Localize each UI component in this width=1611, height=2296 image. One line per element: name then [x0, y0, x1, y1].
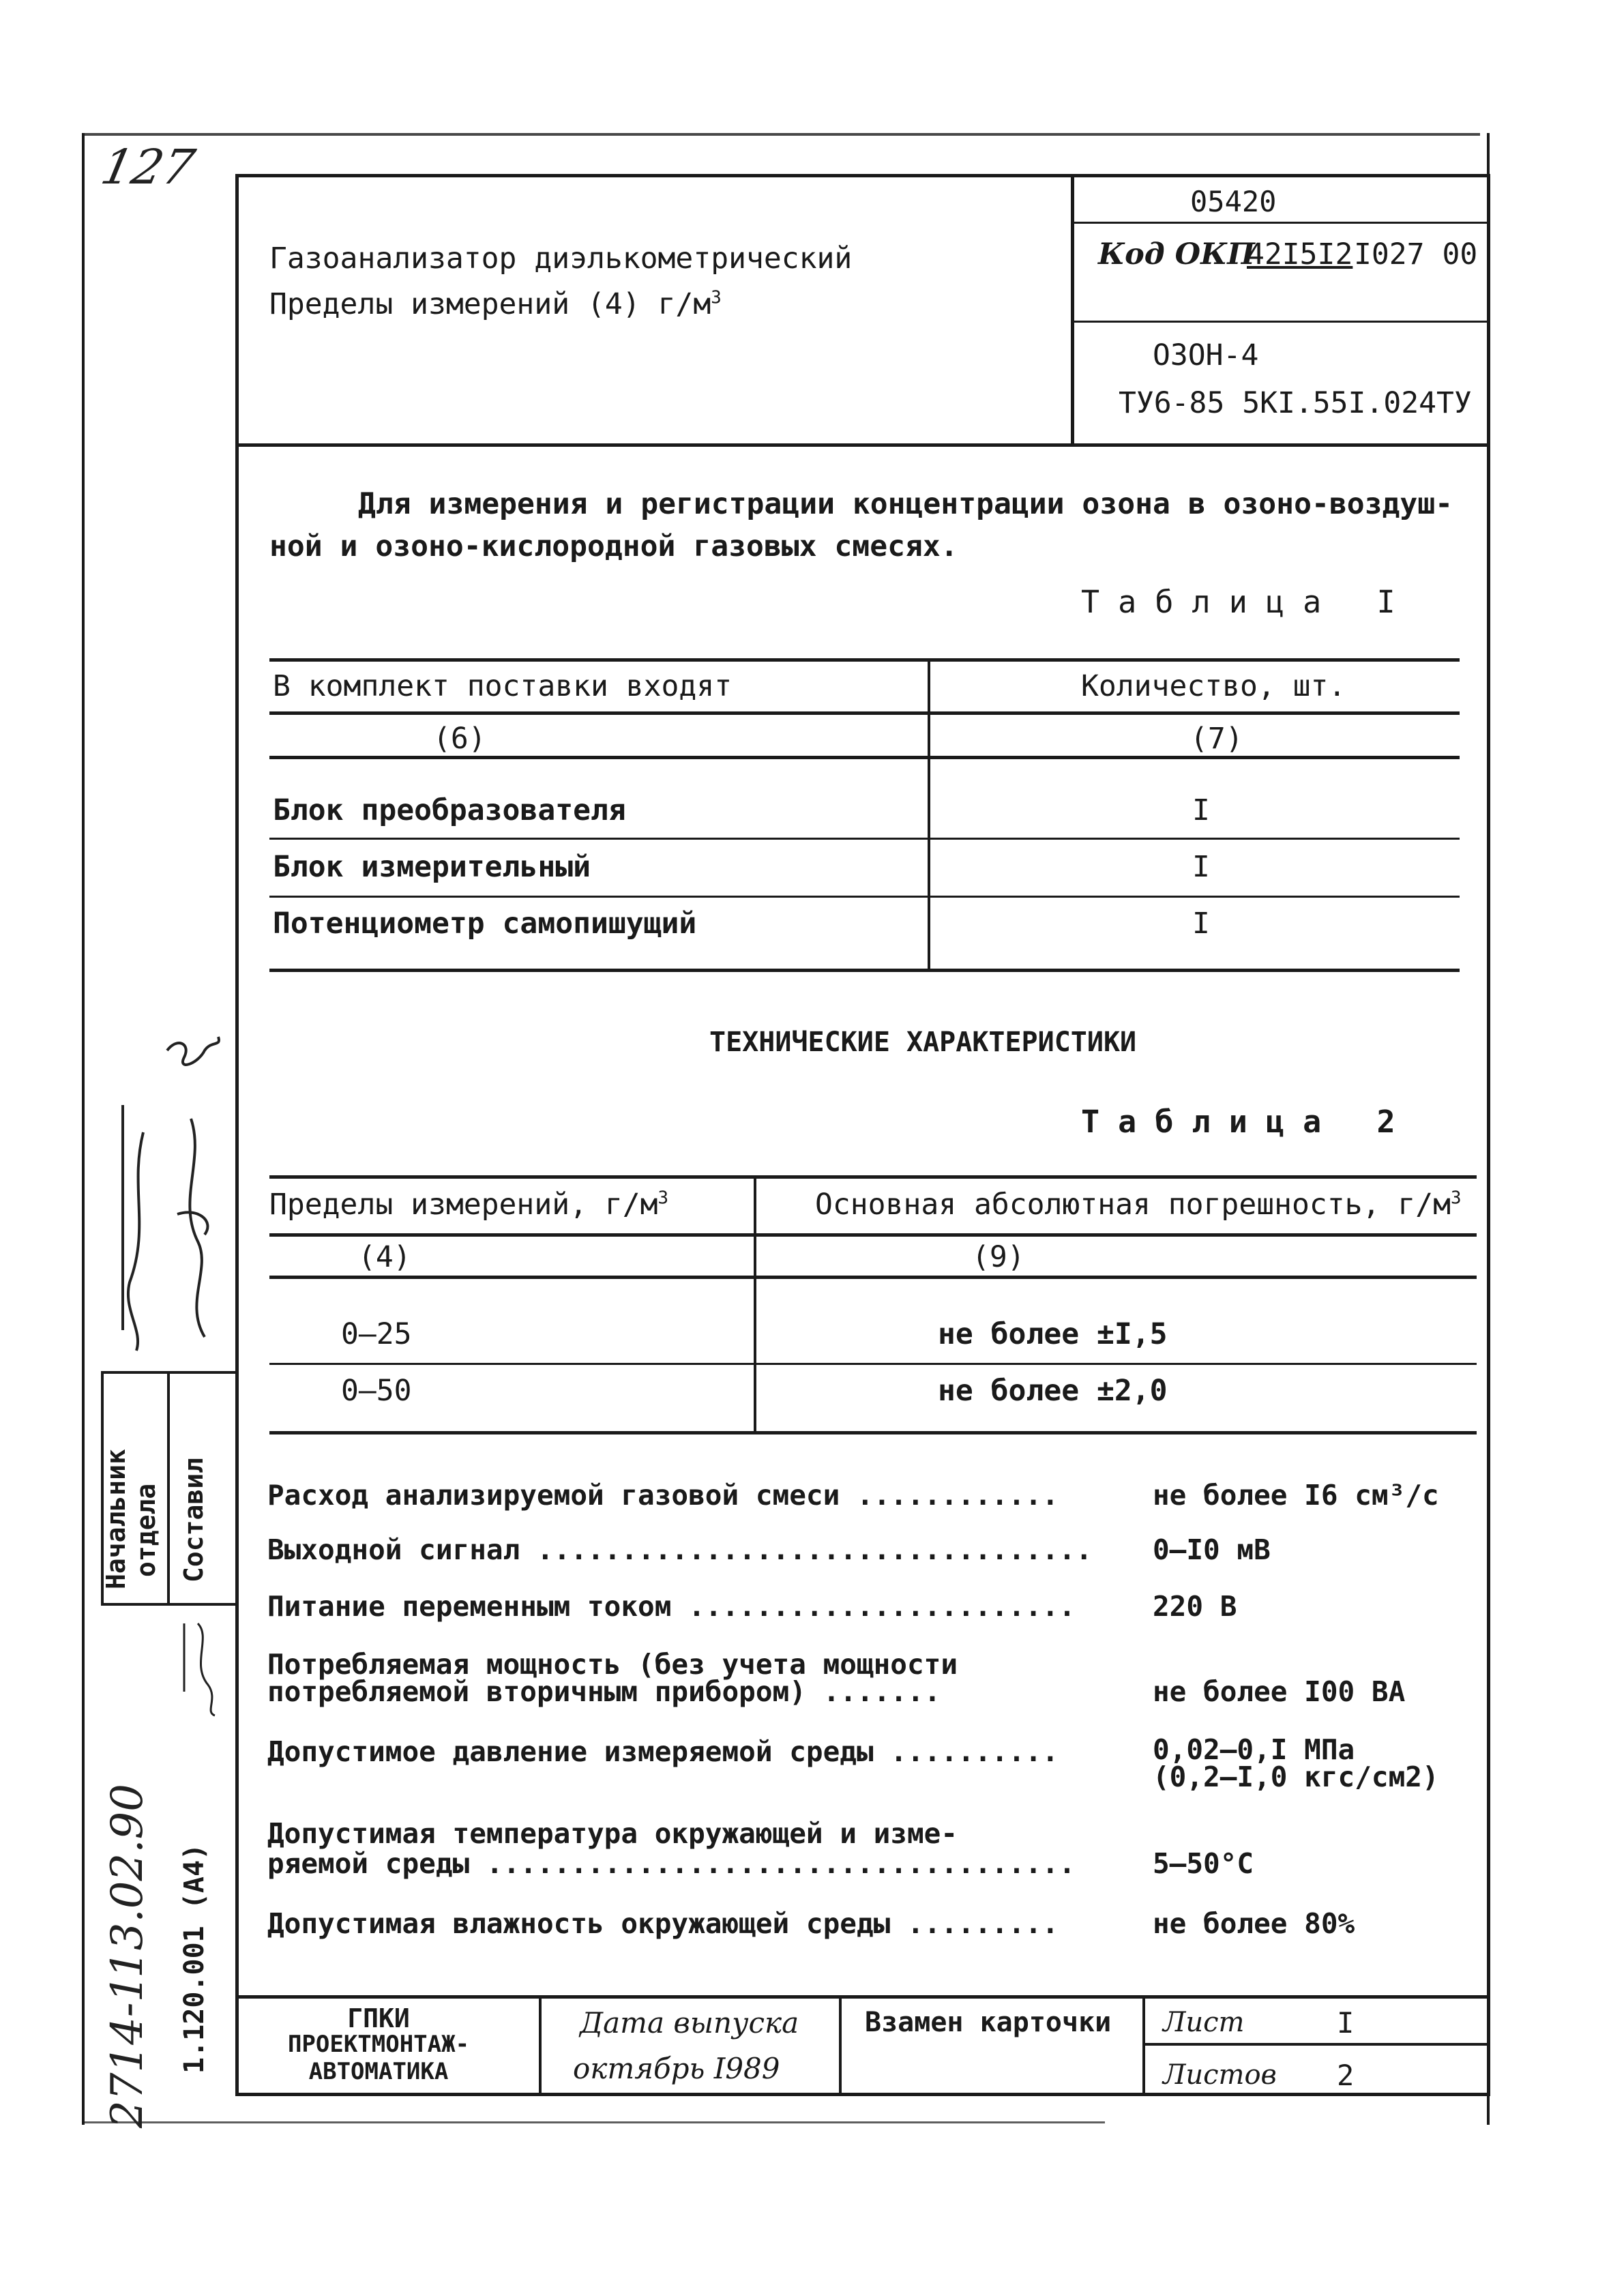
- spec-temp-label1: Допустимая температура окружающей и изме-: [267, 1817, 958, 1850]
- table2-row2-range: 0–50: [341, 1374, 412, 1408]
- table2-col2-num: (9): [972, 1240, 1025, 1274]
- side-head-label-line2: отдела: [131, 1483, 161, 1577]
- bottom-border-line: [82, 2121, 1105, 2123]
- footer-sheet-sep: [1142, 2043, 1490, 2046]
- table1-col2-header: Количество, шт.: [1081, 669, 1346, 703]
- side-head-label-line1: Начальник: [101, 1449, 131, 1589]
- side-bottom-line: [101, 1603, 237, 1606]
- footer-top-line: [235, 1995, 1490, 1999]
- table1-header-line: [269, 711, 1460, 715]
- purpose-line2: ной и озоно-кислородной газовых смесях.: [269, 529, 958, 563]
- header-divider: [1071, 174, 1074, 447]
- spec-number: ТУ6-85 5КI.55I.024ТУ: [1119, 386, 1472, 420]
- footer-div1: [539, 1995, 542, 2094]
- table1-col-divider: [928, 658, 930, 969]
- side-format: 1.120.001 (А4): [179, 1843, 210, 2074]
- footer-date-label: Дата выпуска: [580, 2006, 799, 2040]
- spec-flow-label: Расход анализируемой газовой смеси ............: [267, 1479, 1059, 1512]
- spec-output-label: Выходной сигнал .................................: [267, 1533, 1093, 1566]
- spec-temp-value: 5–50°С: [1153, 1847, 1254, 1880]
- okp-label: Код ОКП: [1098, 237, 1255, 271]
- product-name-line1: Газоанализатор диэлькометрический: [269, 241, 853, 276]
- purpose-line1: Для измерения и регистрации концентрации озона в озоно-воздуш-: [358, 487, 1453, 521]
- footer-org-line2: ПРОЕКТМОНТАЖ-: [287, 2031, 470, 2058]
- table1-row2-item: Блок измерительный: [273, 850, 591, 884]
- table2-row1-range: 0–25: [341, 1317, 412, 1351]
- footer-org-line1: ГПКИ: [347, 2003, 410, 2033]
- table2-col1-header: Пределы измерений, $г/м^3$: [269, 1188, 669, 1222]
- spec-pressure-value1: 0,02–0,I МПа: [1153, 1733, 1355, 1766]
- header-right-sep2: [1071, 321, 1487, 323]
- table1-row1-qty: I: [1192, 793, 1210, 827]
- table2-col-divider: [754, 1175, 756, 1431]
- spec-consumption-value: не более I00 ВА: [1153, 1675, 1406, 1708]
- table1-row1-line: [269, 838, 1460, 840]
- spec-temp-label2: ряемой среды ...................................: [267, 1847, 1076, 1880]
- table1-row3-item: Потенциометр самопишущий: [273, 907, 697, 941]
- spec-humidity-label: Допустимая влажность окружающей среды .........: [267, 1907, 1059, 1940]
- model-name: ОЗОН-4: [1153, 338, 1259, 372]
- table2-row2-error: не более ±2,0: [938, 1374, 1168, 1408]
- table2-header-line: [269, 1233, 1477, 1237]
- side-inventory: 2714-1: [102, 1974, 153, 2128]
- main-frame-top: [235, 174, 1490, 177]
- table2-row1-error: не более ±I,5: [938, 1317, 1168, 1351]
- footer-replace-label: Взамен карточки: [865, 2007, 1112, 2038]
- table2-caption: Т а б л и ц а 2: [1081, 1104, 1395, 1140]
- header-bottom: [235, 443, 1490, 447]
- left-border-line: [82, 133, 85, 2125]
- table1-num-line: [269, 756, 1460, 759]
- okp-code-tail: I027 00: [1354, 237, 1478, 271]
- spec-consumption-label2: потребляемой вторичным прибором) .......: [267, 1675, 941, 1708]
- header-right-sep1: [1071, 222, 1487, 224]
- footer-sheets-label: Листов: [1163, 2059, 1277, 2091]
- table2-row1-line: [269, 1363, 1477, 1365]
- table2-top-line: [269, 1175, 1477, 1179]
- footer-sheets-value: 2: [1337, 2059, 1355, 2092]
- side-date-handwritten: 13.02.90: [102, 1784, 153, 1978]
- footer-sheet-label: Лист: [1163, 2007, 1245, 2038]
- table2-bottom-line: [269, 1431, 1477, 1434]
- main-frame-right: [1487, 174, 1490, 2094]
- table1-row1-item: Блок преобразователя: [273, 793, 626, 827]
- spec-consumption-label1: Потребляемая мощность (без учета мощности: [267, 1648, 958, 1681]
- page-number: 127: [96, 139, 200, 195]
- code-number: 05420: [1190, 185, 1277, 218]
- okp-code-main: 42I5I2: [1247, 237, 1353, 271]
- side-col-line2: [167, 1371, 170, 1603]
- table2-num-line: [269, 1276, 1477, 1279]
- signature-head: [102, 1010, 239, 1378]
- table1-col1-num: (6): [433, 722, 486, 756]
- table1-top-line: [269, 658, 1460, 662]
- product-name-line2: Пределы измерений (4) $г/м^3$: [269, 287, 722, 321]
- top-border-line: [82, 133, 1480, 136]
- table1-row3-qty: I: [1192, 907, 1210, 941]
- table1-col1-header: В комплект поставки входят: [273, 669, 733, 703]
- spec-pressure-value2: (0,2–I,0 кгс/см2): [1153, 1761, 1439, 1793]
- spec-power-label: Питание переменным током .......................: [267, 1590, 1076, 1623]
- table1-row2-qty: I: [1192, 850, 1210, 884]
- table1-bottom-line: [269, 969, 1460, 972]
- spec-output-value: 0–I0 мВ: [1153, 1533, 1271, 1566]
- footer-sheet-value: I: [1337, 2006, 1355, 2040]
- table1-row2-line: [269, 896, 1460, 898]
- signature-date: [177, 1610, 239, 1719]
- spec-humidity-value: не более 80%: [1153, 1907, 1355, 1940]
- table2-col1-num: (4): [358, 1240, 411, 1274]
- spec-pressure-label: Допустимое давление измеряемой среды ..........: [267, 1735, 1059, 1768]
- spec-flow-value: не более I6 см³/с: [1153, 1479, 1439, 1512]
- footer-org-line3: АВТОМАТИКА: [308, 2058, 449, 2085]
- footer-div2: [839, 1995, 842, 2094]
- tech-heading: ТЕХНИЧЕСКИЕ ХАРАКТЕРИСТИКИ: [709, 1027, 1137, 1058]
- table1-col2-num: (7): [1190, 722, 1243, 756]
- side-author-label: Составил: [179, 1457, 209, 1583]
- side-head-label: [101, 1449, 161, 1589]
- footer-date-value: октябрь I989: [573, 2052, 780, 2085]
- footer-bottom-line: [235, 2093, 1490, 2096]
- spec-power-value: 220 В: [1153, 1590, 1237, 1623]
- table1-caption: Т а б л и ц а I: [1081, 584, 1395, 620]
- table2-col2-header: Основная абсолютная погрешность, $г/м^3$: [815, 1188, 1462, 1222]
